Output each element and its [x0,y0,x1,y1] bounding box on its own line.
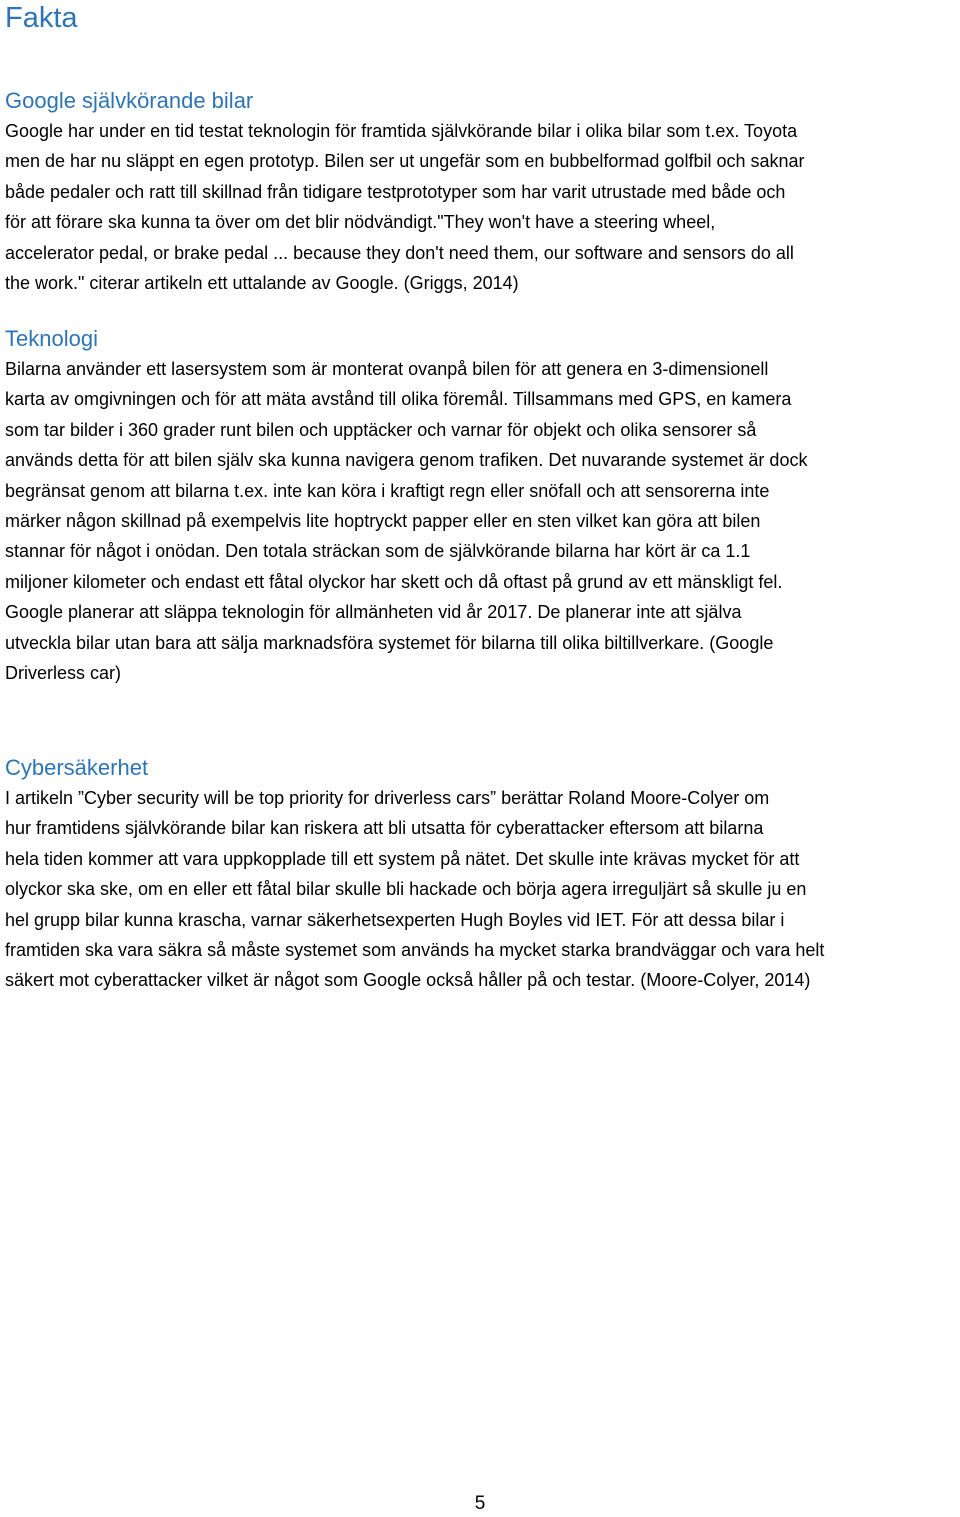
section-body [5,116,957,298]
section-cyber-security [5,753,957,996]
text-line: säkert mot cyberattacker vilket är något som Google också håller på och testar. (Moore-Colyer, 2014) [5,970,811,991]
text-line: märker någon skillnad på exempelvis lite hoptryckt papper eller en sten vilket kan göra att bilen [5,511,761,532]
text-line: både pedaler och ratt till skillnad från tidigare testprototyper som har varit utrustade med både och [5,181,786,202]
text-line: används detta för att bilen själv ska kunna navigera genom trafiken. Det nuvarande systemet är dock [5,450,808,471]
page-number: 5 [474,1493,486,1514]
text-line: Bilarna använder ett lasersystem som är monterat ovanpå bilen för att genera en 3-dimensionell [5,359,769,379]
text-line: olyckor ska ske, om en eller ett fåtal bilar skulle bli hackade och börja agera irreguljärt så skulle ju en [5,879,807,900]
section-google-self-driving-cars [5,86,957,298]
text-line: Google har under en tid testat teknologin för framtida självkörande bilar i olika bilar som t.ex. Toyota [5,121,798,141]
text-line: som tar bilder i 360 grader runt bilen och upptäcker och varnar för objekt och olika sensorer så [5,419,757,440]
text-line: hel grupp bilar kunna krascha, varnar säkerhetsexperten Hugh Boyles vid IET. För att dessa bilar i [5,909,785,930]
text-line: stannar för något i onödan. Den totala sträckan som de självkörande bilarna har kört är ca 1.1 [5,541,751,562]
page-title: Fakta [5,2,78,34]
text-line: the work." citerar artikeln ett uttalande av Google. (Griggs, 2014) [5,273,519,294]
text-line: framtiden ska vara säkra så måste systemet som används ha mycket starka brandväggar och vara helt [5,940,825,961]
text-line: Google planerar att släppa teknologin för allmänheten vid år 2017. De planerar inte att själva [5,602,742,623]
section-heading: Cybersäkerhet [5,755,149,780]
section-heading: Teknologi [5,326,98,351]
section-body [5,354,957,688]
text-line: Driverless car) [5,663,122,684]
text-line: men de har nu släppt en egen prototyp. Bilen ser ut ungefär som en bubbelformad golfbil och saknar [5,151,805,172]
text-line: utveckla bilar utan bara att sälja marknadsföra systemet för bilarna till olika biltillverkare. (Google [5,632,774,653]
text-line: hur framtidens självkörande bilar kan riskera att bli utsatta för cyberattacker eftersom att bilarna [5,818,764,839]
text-line: I artikeln ”Cyber security will be top priority for driverless cars” berättar Roland Moore-Colyer om [5,788,770,808]
section-body [5,783,957,996]
text-line: accelerator pedal, or brake pedal ... because they don't need them, our software and sensors do all [5,242,794,263]
text-line: för att förare ska kunna ta över om det blir nödvändigt."They won't have a steering wheel, [5,212,716,233]
section-technology [5,324,957,688]
text-line: begränsat genom att bilarna t.ex. inte kan köra i kraftigt regn eller snöfall och att sensorerna inte [5,480,770,501]
text-line: miljoner kilometer och endast ett fåtal olyckor har skett och då oftast på grund av ett mänskligt fel. [5,571,783,592]
text-line: karta av omgivningen och för att mäta avstånd till olika föremål. Tillsammans med GPS, en kamera [5,389,792,410]
text-line: hela tiden kommer att vara uppkopplade till ett system på nätet. Det skulle inte krävas mycket för att [5,848,800,869]
section-heading: Google självkörande bilar [5,88,254,113]
